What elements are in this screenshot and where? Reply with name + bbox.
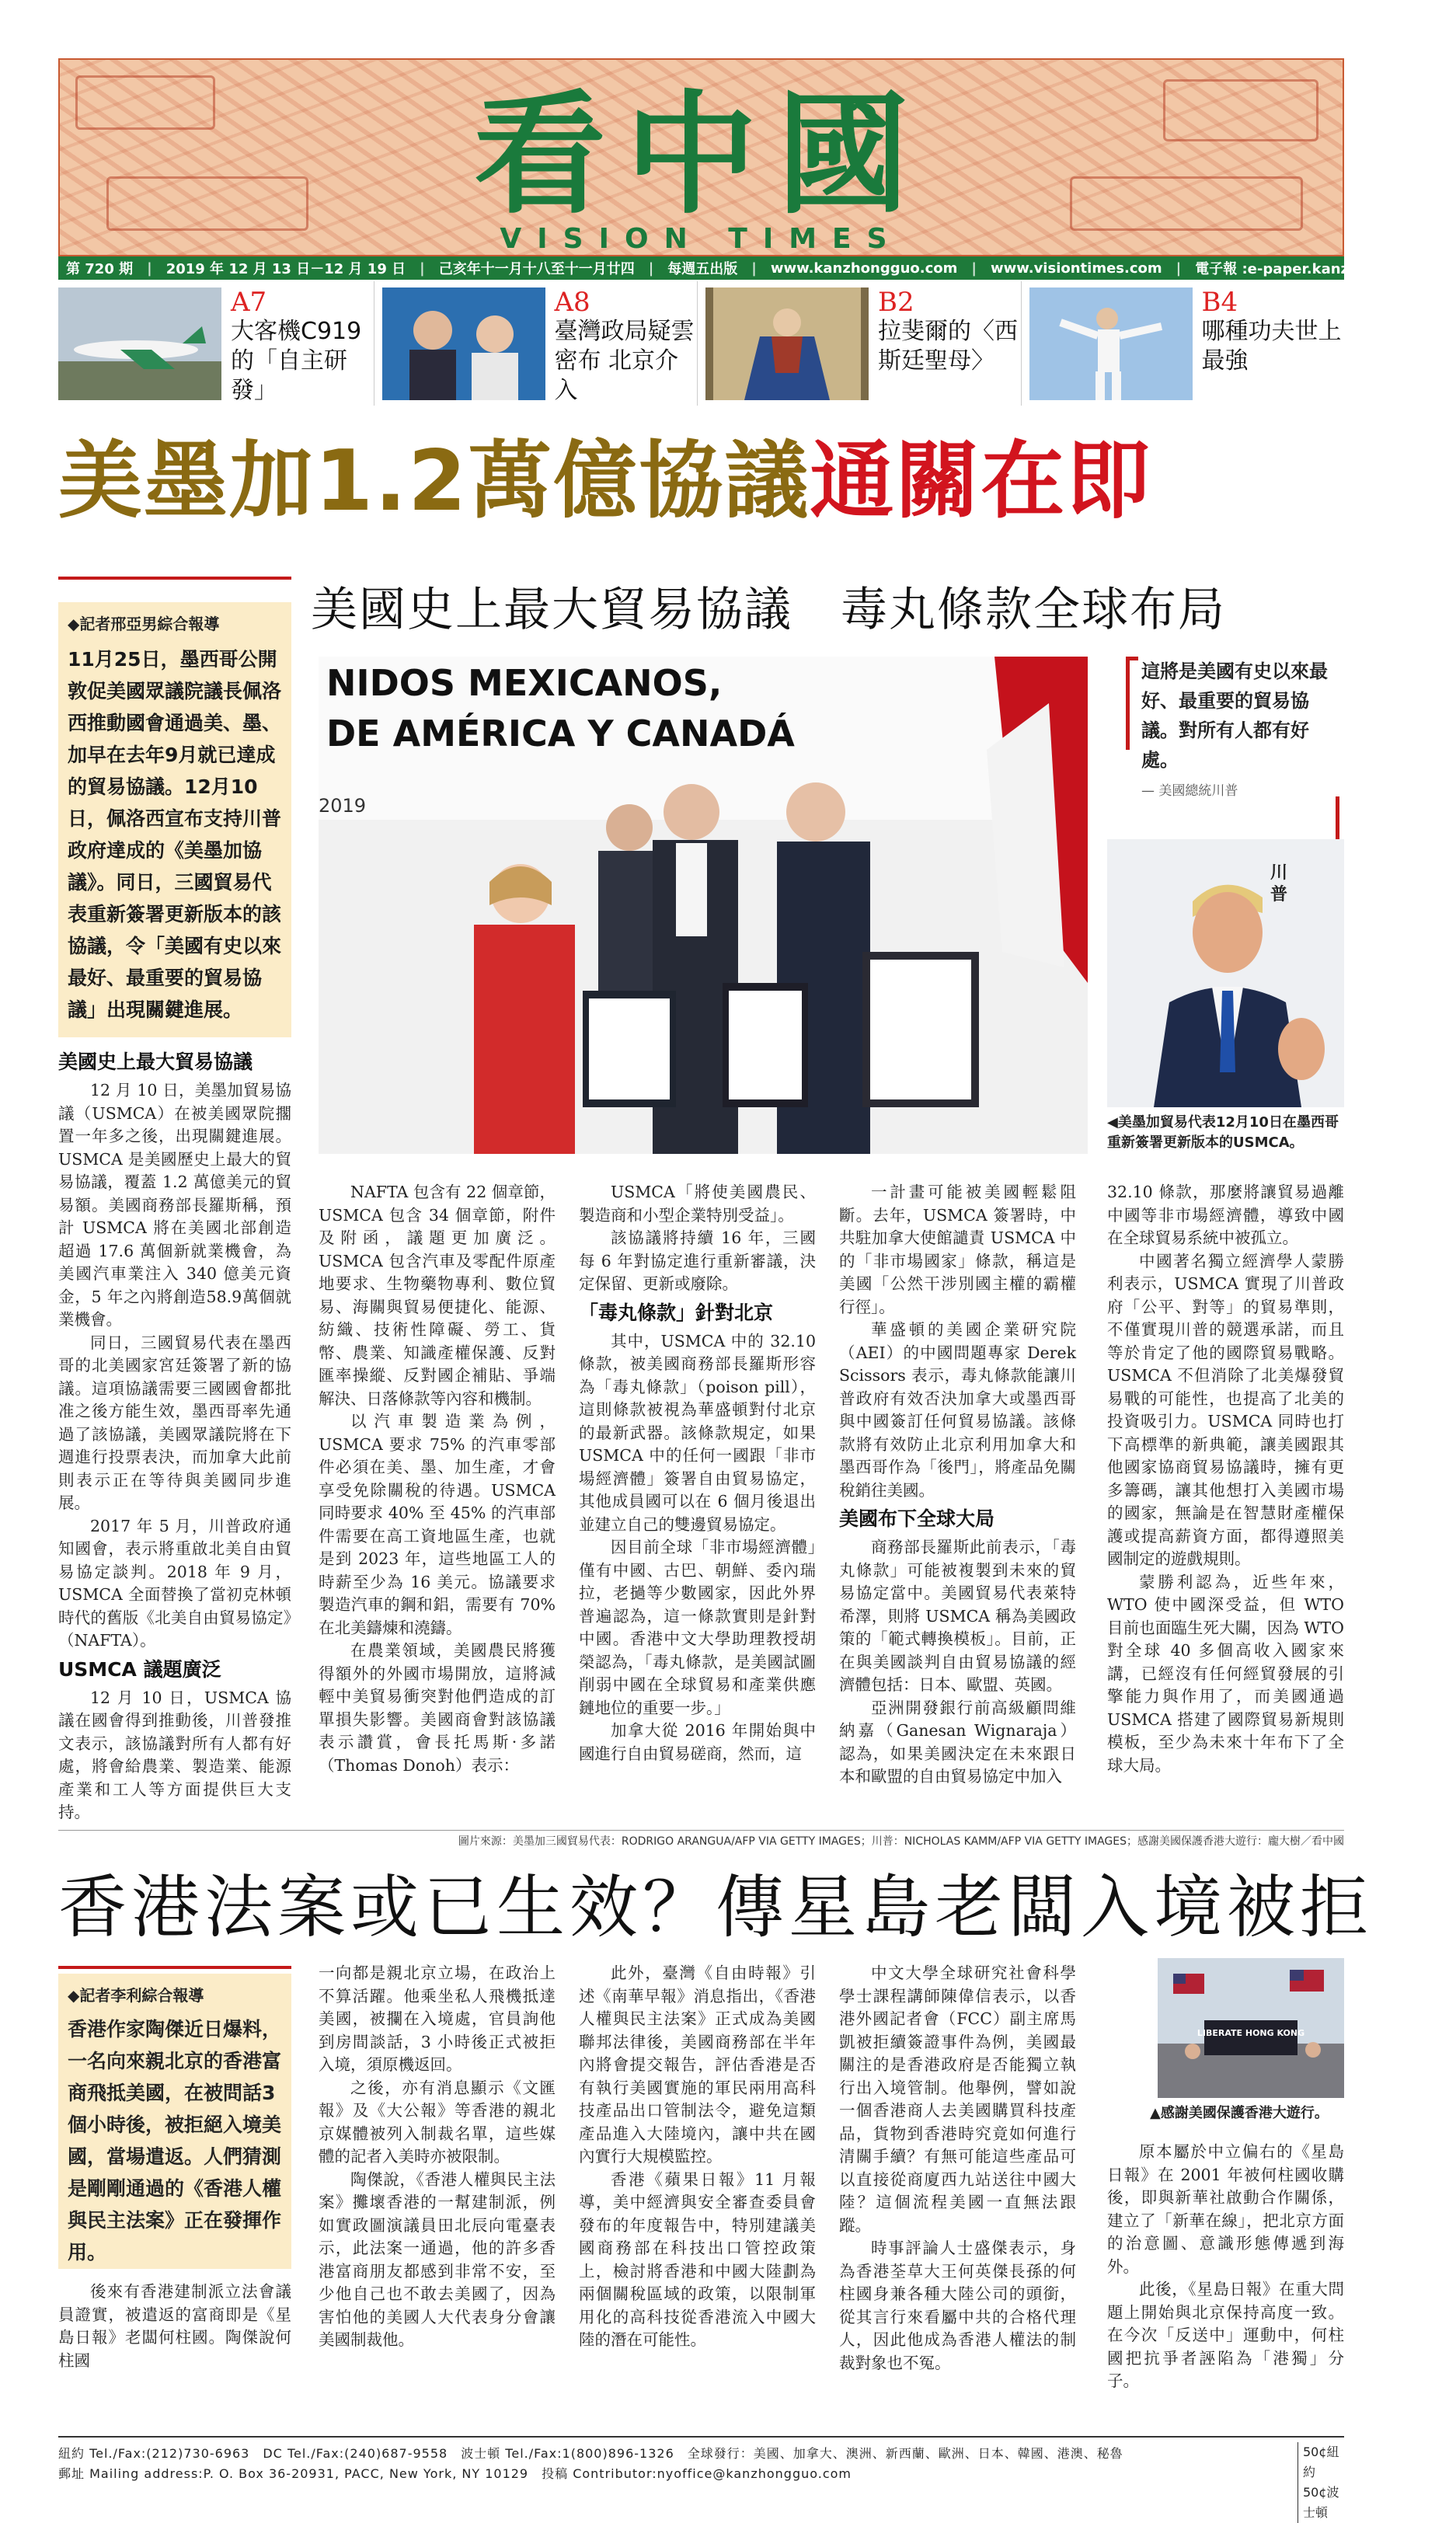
- signing-ceremony-photo: [319, 657, 1088, 1154]
- teaser-item[interactable]: [382, 281, 698, 406]
- teaser-item[interactable]: [1029, 281, 1345, 406]
- article-paragraph: 2017 年 5 月，川普政府通知國會，表示將重啟北美自由貿易協定談判。2018 年 9 月，USMCA 全面替換了當初克林頓時代的舊版《北美自由貿易協定》（NAFTA）。: [58, 1516, 291, 1650]
- article-paragraph: USMCA「將使美國農民、製造商和小型企業特別受益」。: [579, 1183, 816, 1225]
- article-paragraph: 一向都是親北京立場，在政治上不算活躍。他乘坐私人飛機抵達美國，被攔在入境處，官員詢他到房間談話，3 小時後正式被拒入境，須原機返回。: [319, 1964, 556, 2074]
- trump-photo: [1107, 839, 1344, 1107]
- article-paragraph: 蒙勝利認為，近些年來，WTO 使中國深受益，但 WTO 目前也面臨生死大關，因為 WTO 對全球 40 多個高收入國家來講，已經沒有任何經貿發展的引擎能力與作用了，而美國通過 USMCA 搭建了國際貿易新規則模板，至少為未來十年布下了全球大局。: [1107, 1572, 1344, 1775]
- pull-quote: [1123, 657, 1344, 835]
- article-column: [579, 1181, 816, 1765]
- article-paragraph: NAFTA 包含有 22 個章節，USMCA 包含 34 個章節，附件及附函，議題更加廣泛。USMCA 包含汽車及零配件原產地要求、生物藥物專利、數位貿易、海關與貿易便捷化、能源、紡織、技術性障礙、勞工、貨幣、農業、知識產權保護、反對匯率操縱、反對國企補貼、爭端解決、日落條款等內容和機制。: [319, 1183, 556, 1408]
- article-column: [319, 1962, 556, 2352]
- quote-bracket-icon: [1327, 796, 1339, 843]
- teaser-title: 哪種功夫世上最強: [1201, 318, 1342, 375]
- teaser-page: A7: [231, 287, 267, 318]
- article-paragraph: 32.10 條款，那麼將讓貿易過離中國等非市場經濟體，導致中國在全球貿易系統中被孤立。: [1107, 1183, 1344, 1247]
- issue-number: 第 720 期: [66, 261, 134, 277]
- price-boston: 50¢波士頓: [1303, 2485, 1339, 2520]
- main-headline: [58, 435, 1344, 528]
- article-paragraph: 一計畫可能被美國輕鬆阻斷。去年，USMCA 簽署時，中共駐加拿大使館譴責 USMCA 中的「非市場國家」條款，稱這是美國「公然干涉別國主權的霸權行徑」。: [839, 1183, 1076, 1316]
- masthead: [58, 58, 1344, 256]
- article-paragraph: 之後，亦有消息顯示《文匯報》及《大公報》等香港的親北京媒體被列入制裁名單，這些媒體的記者入美時亦被限制。: [319, 2078, 556, 2166]
- teaser-title: 大客機C919的「自主研發」: [231, 318, 362, 404]
- section-heading: 美國史上最大貿易協議: [58, 1051, 253, 1073]
- trump-image: [1107, 839, 1344, 1107]
- article-column: [579, 1962, 816, 2352]
- price-new-york: 50¢紐約: [1303, 2445, 1339, 2479]
- divider: [58, 577, 291, 580]
- banner-text: NIDOS MEXICANOS,: [326, 662, 723, 704]
- politicians-photo: [382, 287, 545, 400]
- hong-kong-rally-photo: [1158, 1958, 1344, 2098]
- rally-image: [1158, 1958, 1344, 2098]
- quote-bracket-icon: [1126, 657, 1138, 750]
- issue-info-bar: 第 720 期 | 2019 年 12 月 13 日－12 月 19 日 | 己亥年十一月十八至十一月廿四 | 每週五出版 | www.kanzhongguo.com | www.visiontimes.com | 電子報 :e-paper.kanzhongguo.com: [58, 256, 1344, 280]
- footer: [58, 2436, 1344, 2520]
- footer-contacts: 紐約 Tel./Fax:(212)730-6963 DC Tel./Fax:(240)687-9558 波士頓 Tel./Fax:1(800)896-1326 全球發行：美國、加拿大、澳洲、新西蘭、歐洲、日本、韓國、港澳、秘魯: [58, 2446, 1123, 2461]
- teaser-row: [58, 281, 1344, 406]
- teaser-title: 臺灣政局疑雲密布 北京介入: [554, 318, 695, 404]
- headline-part-b: 通關在即: [810, 433, 1152, 530]
- masthead-subtitle: VISION TIMES: [500, 223, 903, 255]
- lunar-dates: 己亥年十一月十八至十一月廿四: [438, 261, 635, 277]
- article-paragraph: 原本屬於中立偏右的《星島日報》在 2001 年被何柱國收購後，即與新華社啟動合作關係，建立了「新華在線」，把北京方面的治意圖、意識形態傳遞到海外。: [1107, 2142, 1344, 2276]
- article-paragraph: 該協議將持續 16 年，三國每 6 年對協定進行重新審議，決定保留、更新或廢除。: [579, 1228, 816, 1293]
- article-paragraph: 12 月 10 日，美墨加貿易協議（USMCA）在被美國眾院擱置一年多之後，出現關鍵進展。USMCA 是美國歷史上最大的貿易協議，覆蓋 1.2 萬億美元的貿易額。美國商務部長羅斯稱，預計 USMCA 將在美國北部創造超過 17.6 萬個新就業機會，為美國汽車業注入 340 億美元資金，5 年之內將創造58.9萬個就業機會。: [58, 1081, 291, 1329]
- section-heading: USMCA 議題廣泛: [58, 1657, 221, 1681]
- lead-summary-text: 香港作家陶傑近日爆料，一名向來親北京的香港富商飛抵美國，在被問話3個小時後，被拒絕入境美國，當場遣返。人們猜測是剛剛通過的《香港人權與民主法案》正在發揮作用。: [68, 2018, 282, 2263]
- second-headline: 香港法案或已生效？傳星島老闆入境被拒: [58, 1867, 1374, 1947]
- article-paragraph: 同日，三國貿易代表在墨西哥的北美國家宮廷簽署了新的協議。這項協議需要三國國會都批准之後方能生效，墨西哥率先通過了該協議，美國眾議院將在下週進行投票表決，而加拿大此前則表示正在等待與美國同步進展。: [58, 1333, 291, 1512]
- byline: ◆記者邢亞男綜合報導: [68, 615, 220, 633]
- lead-summary-box: [58, 1974, 291, 2269]
- article-column: [58, 1045, 291, 1824]
- teaser-page: B4: [1201, 287, 1238, 318]
- article-paragraph: 時事評論人士盛傑表示，身為香港荃草大王何英傑長孫的何柱國身兼各種大陸公司的頭銜，從其言行來看屬中共的合格代理人，因此他成為香港人權法的制裁對象也不冤。: [839, 2239, 1076, 2372]
- article-paragraph: 12 月 10 日，USMCA 協議在國會得到推動後，川普發推文表示，該協議對所有人都有好處，將會給農業、製造業、能源產業和工人等方面提供巨大支持。: [58, 1688, 291, 1821]
- article-paragraph: 在農業領域，美國農民將獲得額外的外國市場開放，這將減輕中美貿易衝突對他們造成的訂單損失影響。美國商會對該協議表示讚賞，會長托馬斯·多諾（Thomas Donoh）表示：: [319, 1641, 556, 1775]
- photo-label: 川普: [1270, 863, 1288, 904]
- photo-caption: ▲感謝美國保護香港大遊行。: [1150, 2105, 1329, 2121]
- article-paragraph: 中文大學全球研究社會科學學士課程講師陳偉信表示，以香港外國記者會（FCC）副主席馬凱被拒續簽證事件為例，美國最關注的是香港政府是否能獨立執行出入境管制。他舉例，譬如說一個香港商人去美國購買科技產品，貨物到香港時究竟如何進行清關手續？有無可能這些產品可以直接從商廈西九站送往中國大陸？這個流程美國一直無法跟蹤。: [839, 1964, 1076, 2235]
- article-paragraph: 商務部長羅斯此前表示，「毒丸條款」可能被複製到未來的貿易協定當中。美國貿易代表萊特希澤，則將 USMCA 稱為美國政策的「範式轉換模板」。目前，正在與美國談判自由貿易協議的經濟體包括：日本、歐盟、英國。: [839, 1538, 1076, 1694]
- article-column: [839, 1181, 1076, 1789]
- article-column: [319, 1181, 556, 1777]
- website-link[interactable]: www.visiontimes.com: [991, 260, 1162, 277]
- quote-source: — 美國總統川普: [1141, 783, 1238, 799]
- masthead-title: 看中國: [473, 77, 928, 232]
- teaser-item[interactable]: [705, 281, 1022, 406]
- article-column: [58, 2281, 291, 2372]
- footer-address: 郵址 Mailing address:P. O. Box 36-20931, PACC, New York, NY 10129 投稿 Contributor:nyoffice@kanzhongguo.com: [58, 2466, 852, 2481]
- banner-year: 2019: [319, 795, 367, 817]
- quote-text: 這將是美國有史以來最好、最重要的貿易協議。對所有人都有好處。: [1141, 660, 1328, 771]
- issue-dates: 2019 年 12 月 13 日－12 月 19 日: [165, 261, 406, 277]
- article-paragraph: 香港《蘋果日報》11 月報導，美中經濟與安全審查委員會發布的年度報告中，特別建議美國商務部在科技出口管控政策上，檢討將香港和中國大陸劃為兩個關稅區域的政策，以限制軍用化的高科技從香港流入中國大陸的潛在可能性。: [579, 2169, 816, 2349]
- epaper-link[interactable]: 電子報 :e-paper.kanzhongguo.com: [1195, 261, 1456, 277]
- lead-summary-text: 11月25日，墨西哥公開敦促美國眾議院議長佩洛西推動國會通過美、墨、加早在去年9月就已達成的貿易協議。12月10日，佩洛西宣布支持川普政府達成的《美墨加協議》。同日，三國貿易代表重新簽署更新版本的該協議，令「美國有史以來最好、最重要的貿易協議」出現關鍵進展。: [68, 648, 282, 1021]
- publish-frequency: 每週五出版: [667, 261, 738, 277]
- teaser-page: B2: [878, 287, 914, 318]
- teaser-title: 拉斐爾的〈西斯廷聖母〉: [878, 318, 1018, 375]
- article-paragraph: 因目前全球「非市場經濟體」僅有中國、古巴、朝鮮、委內瑞拉，老撾等少數國家，因此外界普遍認為，這一條款實則是針對中國。香港中文大學助理教授胡榮認為，「毒丸條款，是美國試圖削弱中國在全球貿易和產業供應鏈地位的重要一步。」: [579, 1538, 816, 1717]
- article-column: [839, 1962, 1076, 2375]
- article-column: [1107, 1181, 1344, 1777]
- lead-summary-box: [58, 602, 291, 1037]
- article-paragraph: 亞洲開發銀行前高級顧問維納嘉（Ganesan Wignaraja）認為，如果美國決定在未來跟日本和歐盟的自由貿易協定中加入: [839, 1698, 1076, 1786]
- kungfu-photo: [1029, 287, 1193, 400]
- article-paragraph: 其中，USMCA 中的 32.10 條款，被美國商務部長羅斯形容為「毒丸條款」（poison pill），這則條款被視為華盛頓對付北京的最新武器。該條款規定，如果 USMCA 中的任何一國跟「非市場經濟體」簽署自由貿易協定，其他成員國可以在 6 個月後退出並建立自己的雙邊貿易協定。: [579, 1331, 816, 1534]
- article-paragraph: 以汽車製造業為例，USMCA 要求 75% 的汽車零部件必須在美、墨、加生產，才會享受免除關稅的待遇。USMCA 同時要求 40% 至 45% 的汽車部件需要在高工資地區生產，也就是到 2023 年，這些地區工人的時薪至少為 16 美元。協議要求製造汽車的鋼和鋁，需要有 70% 在北美鑄煉和澆鑄。: [319, 1412, 556, 1637]
- section-heading: 美國布下全球大局: [839, 1507, 995, 1530]
- headline-part-a: 美墨加1.2萬億協議: [58, 433, 810, 530]
- article-paragraph: 後來有香港建制派立法會議員證實，被遣返的富商即是《星島日報》老闆何柱國。陶傑說何柱國: [58, 2282, 291, 2370]
- divider: [58, 1966, 291, 1969]
- website-link[interactable]: www.kanzhongguo.com: [770, 260, 958, 277]
- article-column: [1107, 2141, 1344, 2393]
- article-paragraph: 此外，臺灣《自由時報》引述《南華早報》消息指出，《香港人權與民主法案》正式成為美國聯邦法律後，美國商務部在半年內將會提交報告，評估香港是否有執行美國實施的軍民兩用高科技產品出口管制法令，避免這類產品進入大陸境內，讓中共在國內實行大規模監控。: [579, 1964, 816, 2166]
- teaser-page: A8: [554, 287, 590, 318]
- article-paragraph: 陶傑說，《香港人權與民主法案》攤壞香港的一幫建制派，例如實政圖演議員田北辰向電臺表示，此法案一通過，他的許多香港富商朋友都感到非常不安，至少他自己也不敢去美國了，因為害怕他的美國人大代表身分會讓美國制裁他。: [319, 2169, 556, 2349]
- price-box: [1298, 2442, 1344, 2523]
- sub-headline: 美國史上最大貿易協議 毒丸條款全球布局: [311, 583, 1226, 637]
- article-paragraph: 加拿大從 2016 年開始與中國進行自由貿易磋商，然而，這: [579, 1721, 816, 1763]
- signing-ceremony-image: [319, 657, 1088, 1154]
- article-paragraph: 華盛頓的美國企業研究院（AEI）的中國問題專家 Derek Scissors 表示，毒丸條款能讓川普政府有效否決加拿大或墨西哥與中國簽訂任何貿易協議。該條款將有效防止北京利用加拿大和墨西哥作為「後門」，將產品免關稅銷往美國。: [839, 1320, 1076, 1500]
- photo-caption: ◀美墨加貿易代表12月10日在墨西哥重新簽署更新版本的USMCA。: [1107, 1114, 1339, 1151]
- byline: ◆記者李利綜合報導: [68, 1986, 204, 2005]
- airplane-photo: [58, 287, 221, 400]
- photo-credit: 圖片來源：美墨加三國貿易代表：RODRIGO ARANGUA/AFP VIA GETTY IMAGES；川普：NICHOLAS KAMM/AFP VIA GETTY IMAGES；感謝美國保護香港大遊行：龐大樹／看中國: [58, 1830, 1344, 1849]
- section-heading: 「毒丸條款」針對北京: [579, 1301, 774, 1324]
- article-paragraph: 此後，《星島日報》在重大問題上開始與北京保持高度一致。在今次「反送中」運動中，何柱國把抗爭者誣陷為「港獨」分子。: [1107, 2280, 1344, 2390]
- article-paragraph: 中國著名獨立經濟學人蒙勝利表示，USMCA 實現了川普政府「公平、對等」的貿易準則，不僅實現川普的競選承諾，而且等於肯定了他的國際貿易戰略。USMCA 不但消除了北美爆發貿易戰的可能性，也提高了北美的投資吸引力。USMCA 同時也打下高標準的新典範，讓美國跟其他國家協商貿易協議時，擁有更多籌碼，讓其他想打入美國市場的國家，無論是在智慧財產權保護或提高薪資方面，都得遵照美國制定的遊戲規則。: [1107, 1251, 1344, 1568]
- banner-text: DE AMÉRICA Y CANADÁ: [326, 713, 795, 754]
- teaser-item[interactable]: [58, 281, 374, 406]
- rally-banner-text: LIBERATE HONG KONG: [1196, 2028, 1305, 2038]
- painting-photo: [705, 287, 869, 400]
